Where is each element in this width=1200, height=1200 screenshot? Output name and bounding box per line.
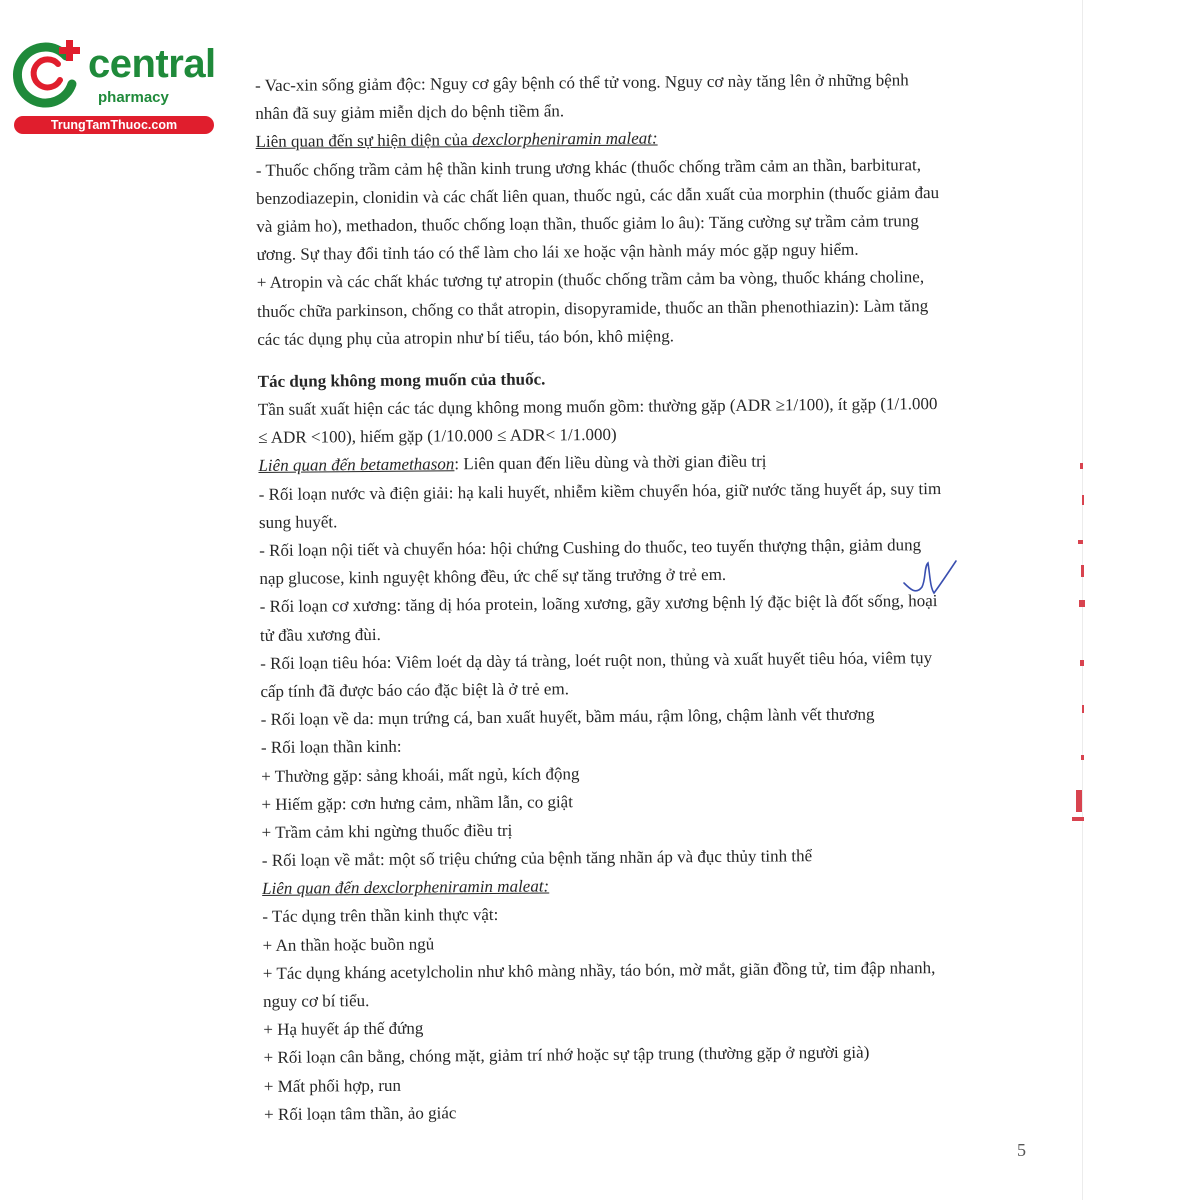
heading-text: Liên quan đến sự hiện diện của xyxy=(255,130,473,152)
text-line: - Rối loạn thần kinh: xyxy=(260,737,402,758)
text-line: + Hiếm gặp: cơn hưng cảm, nhầm lẫn, co giật xyxy=(261,791,573,814)
logo-url-badge: TrungTamThuoc.com xyxy=(14,116,214,134)
subheading-dexclorpheniramin: Liên quan đến dexclorpheniramin maleat: xyxy=(262,876,550,899)
text-line: nguy cơ bí tiểu. xyxy=(263,991,370,1011)
text-line: + An thần hoặc buồn ngủ xyxy=(262,934,435,955)
text-line: - Rối loạn về mắt: một số triệu chứng của bệnh tăng nhãn áp và đục thủy tinh thể xyxy=(261,846,813,871)
section-heading-side-effects: Tác dụng không mong muốn của thuốc. xyxy=(257,369,546,391)
text-line: benzodiazepin, clonidin và các chất liên quan, thuốc ngủ, các dẫn xuất của morphin (thuốc giảm đau xyxy=(256,182,940,208)
text-line: - Tác dụng trên thần kinh thực vật: xyxy=(262,905,499,927)
text-line: - Rối loạn nước và điện giải: hạ kali huyết, nhiễm kiềm chuyển hóa, giữ nước tăng huyết áp, suy tim xyxy=(258,478,942,504)
heading-drug-name: dexclorpheniramin maleat: xyxy=(471,128,658,150)
page-number: 5 xyxy=(1017,1140,1026,1160)
text-line: + Tác dụng kháng acetylcholin như khô màng nhầy, táo bón, mờ mắt, giãn đồng tử, tim đập nhanh, xyxy=(262,957,936,983)
text-line: + Rối loạn cân bằng, chóng mặt, giảm trí nhớ hoặc sự tập trung (thường gặp ở người già) xyxy=(263,1043,870,1068)
text-line: nhân đã suy giảm miễn dịch do bệnh tiềm ẩn. xyxy=(255,101,565,124)
text-line: ≤ ADR <100), hiếm gặp (1/10.000 ≤ ADR< 1/1.000) xyxy=(258,425,617,448)
text-line: tử đầu xương đùi. xyxy=(259,624,381,645)
central-pharmacy-logo xyxy=(10,38,215,138)
text-line: + Atropin và các chất khác tương tự atropin (thuốc chống trầm cảm ba vòng, thuốc kháng choline, xyxy=(256,267,925,293)
text-line: và giảm ho), methadon, thuốc chống loạn thần, thuốc giảm lo âu): Tăng cường sự trầm cảm trung xyxy=(256,211,919,236)
text-line: - Rối loạn tiêu hóa: Viêm loét dạ dày tá tràng, loét ruột non, thủng và xuất huyết tiêu hóa, viêm tụy xyxy=(260,647,933,673)
text-line: - Rối loạn về da: mụn trứng cá, ban xuất huyết, bầm máu, rậm lông, chậm lành vết thương xyxy=(260,704,875,730)
text-line: sung huyết. xyxy=(258,512,338,532)
text-line: ương. Sự thay đổi tỉnh táo có thể làm cho lái xe hoặc vận hành máy móc gặp nguy hiểm. xyxy=(256,239,859,265)
text-line: nạp glucose, kinh nguyệt không đều, ức chế sự tăng trưởng ở trẻ em. xyxy=(259,565,727,589)
text-line: - Rối loạn cơ xương: tăng dị hóa protein, loãng xương, gãy xương bệnh lý đặc biệt là đốt sống, hoại xyxy=(259,591,938,617)
text-line: + Rối loạn tâm thần, ảo giác xyxy=(264,1103,457,1124)
pharmacy-cross-icon xyxy=(10,38,90,110)
text-line: + Thường gặp: sảng khoái, mất ngủ, kích động xyxy=(261,763,580,786)
subheading-text: Liên quan đến betamethason xyxy=(258,454,455,476)
text-line: - Thuốc chống trầm cảm hệ thần kinh trung ương khác (thuốc chống trầm cảm an thần, barbiturat, xyxy=(255,154,922,180)
text-line: Tần suất xuất hiện các tác dụng không mong muốn gồm: thường gặp (ADR ≥1/100), ít gặp (1/1.000 xyxy=(257,394,938,420)
text-line: - Vac-xin sống giảm độc: Nguy cơ gây bệnh có thể tử vong. Nguy cơ này tăng lên ở những bệnh xyxy=(255,70,909,95)
text-line: cấp tính đã được báo cáo đặc biệt là ở trẻ em. xyxy=(260,679,569,701)
text-line: + Trầm cảm khi ngừng thuốc điều trị xyxy=(261,820,513,842)
logo-brand-name: central xyxy=(88,42,216,86)
signature-mark xyxy=(900,555,960,605)
stamp-edge-marks xyxy=(1068,455,1088,835)
logo-subtitle: pharmacy xyxy=(98,89,169,106)
text-line: thuốc chữa parkinson, chống co thắt atropin, disopyramide, thuốc an thần phenothiazin): Làm tăng xyxy=(257,295,929,321)
text-line: + Mất phối hợp, run xyxy=(263,1075,402,1096)
text-line: - Rối loạn nội tiết và chuyển hóa: hội chứng Cushing do thuốc, teo tuyến thượng thận, giảm dung xyxy=(259,535,922,560)
text-line: + Hạ huyết áp thế đứng xyxy=(263,1018,424,1040)
subheading-suffix: : Liên quan đến liều dùng và thời gian điều trị xyxy=(454,451,767,474)
text-line: các tác dụng phụ của atropin như bí tiểu, táo bón, khô miệng. xyxy=(257,326,675,349)
